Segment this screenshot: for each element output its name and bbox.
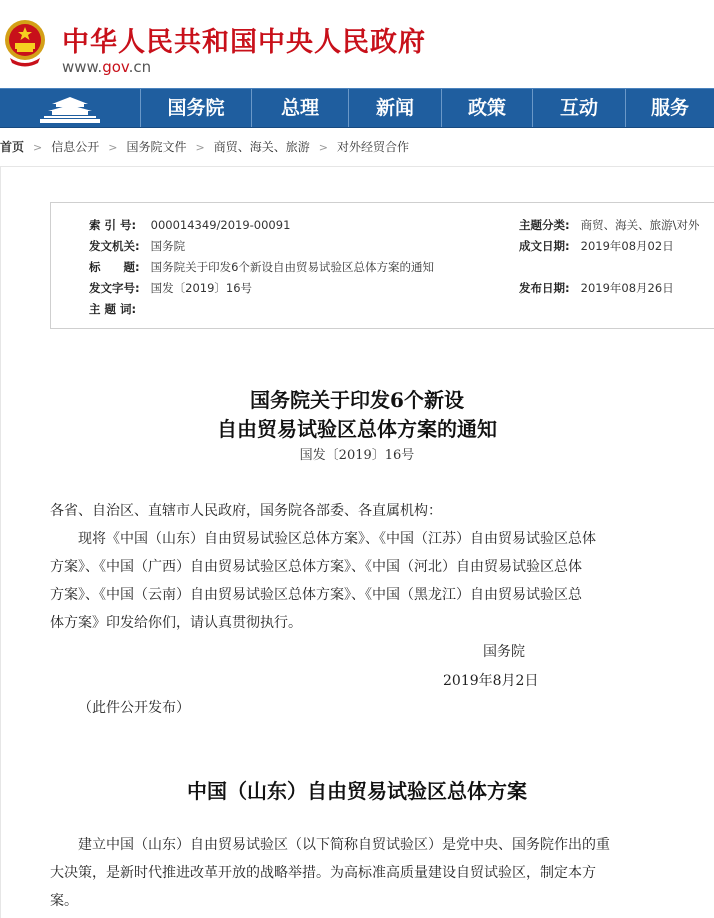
breadcrumb-home[interactable]: 首页 xyxy=(0,140,25,154)
meta-subject-label: 主 题 词: xyxy=(89,302,137,316)
meta-issuer-label: 发文机关: xyxy=(89,239,140,253)
nav-item-news[interactable]: 新闻 xyxy=(349,89,442,127)
body-line: 现将《中国（山东）自由贸易试验区总体方案》、《中国（江苏）自由贸易试验区总体 xyxy=(50,531,596,547)
body-line: 方案》、《中国（云南）自由贸易试验区总体方案》、《中国（黑龙江）自由贸易试验区总 xyxy=(50,587,582,603)
meta-docno-row xyxy=(89,278,252,298)
meta-published-row xyxy=(519,278,674,298)
section-body-line: 案。 xyxy=(50,893,78,909)
meta-docno-value: 国发〔2019〕16号 xyxy=(150,281,253,295)
meta-category-row xyxy=(519,215,700,235)
meta-title-row xyxy=(89,257,434,277)
meta-category-value: 商贸、海关、旅游\对外 xyxy=(580,218,700,232)
nav-item-policy[interactable]: 政策 xyxy=(442,89,533,127)
document-metadata-box xyxy=(50,202,714,329)
nav-item-services[interactable]: 服务 xyxy=(650,97,689,119)
chevron-right-icon: > xyxy=(318,141,328,154)
nav-item-state-council[interactable]: 国务院 xyxy=(141,89,252,127)
nav-home-logo[interactable] xyxy=(0,89,141,127)
meta-written-label: 成文日期: xyxy=(519,239,570,253)
publication-note: （此件公开发布） xyxy=(78,700,190,716)
url-suffix: .cn xyxy=(128,58,152,76)
document-title-line1: 国务院关于印发6个新设 xyxy=(250,388,464,412)
meta-title-value: 国务院关于印发6个新设自由贸易试验区总体方案的通知 xyxy=(150,260,434,274)
meta-issuer-value: 国务院 xyxy=(150,239,186,253)
breadcrumb-divider xyxy=(0,166,714,167)
meta-published-value: 2019年08月26日 xyxy=(580,281,674,295)
main-nav xyxy=(0,88,714,128)
meta-docno-label: 发文字号: xyxy=(89,281,140,295)
breadcrumb-state-council-docs[interactable]: 国务院文件 xyxy=(126,140,187,154)
content-left-border xyxy=(0,166,1,918)
signing-date: 2019年8月2日 xyxy=(443,673,539,689)
url-domain: gov xyxy=(102,58,129,76)
breadcrumb-foreign-trade[interactable]: 对外经贸合作 xyxy=(336,140,409,154)
meta-title-label: 标 题: xyxy=(89,260,140,274)
meta-written-row xyxy=(519,236,674,256)
nav-item-interaction[interactable]: 互动 xyxy=(533,89,626,127)
meta-category-label: 主题分类: xyxy=(519,218,570,232)
breadcrumb-trade-customs-tourism[interactable]: 商贸、海关、旅游 xyxy=(213,140,310,154)
signer: 国务院 xyxy=(483,644,525,660)
tiananmen-icon xyxy=(0,89,140,127)
body-line: 方案》、《中国（广西）自由贸易试验区总体方案》、《中国（河北）自由贸易试验区总体 xyxy=(50,559,582,575)
salutation: 各省、自治区、直辖市人民政府，国务院各部委、各直属机构： xyxy=(50,503,442,519)
meta-published-label: 发布日期: xyxy=(519,281,570,295)
section-body-line: 大决策，是新时代推进改革开放的战略举措。为高标准高质量建设自贸试验区，制定本方 xyxy=(50,865,596,881)
site-url[interactable] xyxy=(62,58,151,76)
chevron-right-icon: > xyxy=(195,141,205,154)
nav-item-premier[interactable]: 总理 xyxy=(252,89,349,127)
national-emblem-icon[interactable] xyxy=(2,18,48,68)
chevron-right-icon: > xyxy=(108,141,118,154)
meta-index-row xyxy=(89,215,290,235)
document-title-line2: 自由贸易试验区总体方案的通知 xyxy=(217,417,497,441)
url-prefix: www. xyxy=(62,58,103,76)
section-title: 中国（山东）自由贸易试验区总体方案 xyxy=(187,779,527,803)
meta-index-value: 000014349/2019-00091 xyxy=(150,218,291,232)
meta-subject-row xyxy=(89,299,147,319)
breadcrumb-info-disclosure[interactable]: 信息公开 xyxy=(51,140,100,154)
site-header xyxy=(0,0,714,86)
body-line: 体方案》印发给你们，请认真贯彻执行。 xyxy=(50,615,302,631)
meta-index-label: 索 引 号: xyxy=(89,218,137,232)
document-number: 国发〔2019〕16号 xyxy=(299,448,415,463)
meta-issuer-row xyxy=(89,236,185,256)
meta-written-value: 2019年08月02日 xyxy=(580,239,674,253)
section-body-line: 建立中国（山东）自由贸易试验区（以下简称自贸试验区）是党中央、国务院作出的重 xyxy=(50,837,610,853)
breadcrumb xyxy=(0,132,409,162)
site-title[interactable]: 中华人民共和国中央人民政府 xyxy=(62,27,426,58)
chevron-right-icon: > xyxy=(33,141,43,154)
